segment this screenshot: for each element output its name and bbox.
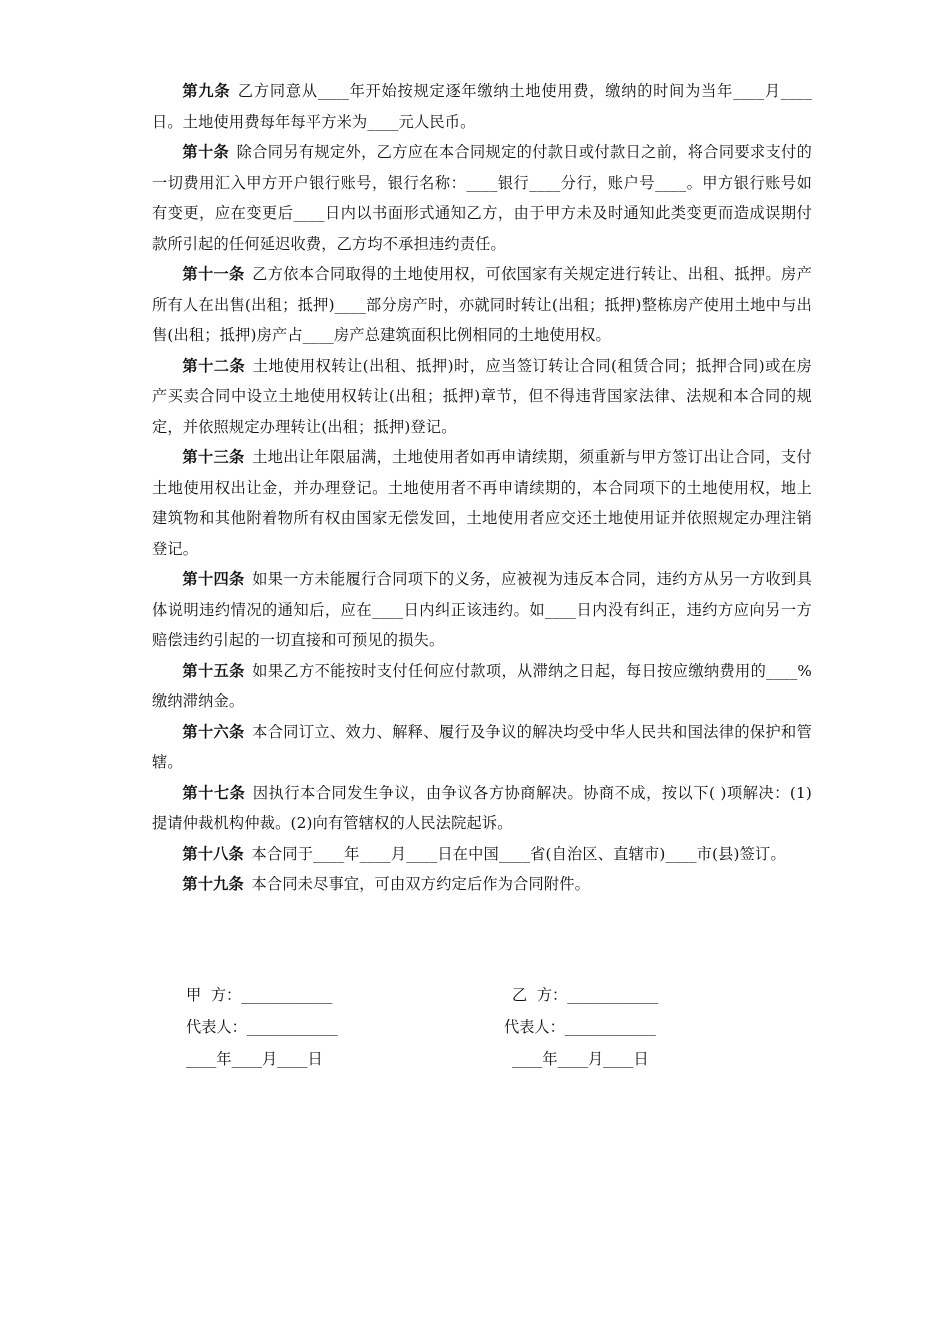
- article-12: [152, 351, 812, 443]
- article-text: 如果乙方不能按时支付任何应付款项，从滞纳之日起，每日按应缴纳费用的____%缴纳滞纳金。: [152, 661, 812, 710]
- article-text: 因执行本合同发生争议，由争议各方协商解决。协商不成，按以下( )项解决：(1)提请仲裁机构仲裁。(2)向有管辖权的人民法院起诉。: [152, 783, 812, 832]
- article-17: [152, 778, 812, 839]
- contract-body: [152, 76, 812, 900]
- article-number: 第十五条: [182, 661, 245, 680]
- article-16: [152, 717, 812, 778]
- article-18: [152, 839, 812, 870]
- article-text: 土地出让年限届满，土地使用者如再申请续期，须重新与甲方签订出让合同，支付土地使用权出让金，并办理登记。土地使用者不再申请续期的，本合同项下的土地使用权，地上建筑物和其他附着物所有权由国家无偿发回，土地使用者应交还土地使用证并依照规定办理注销登记。: [152, 448, 812, 558]
- party-b-signature-line: 乙 方：____________: [512, 986, 659, 1004]
- article-text: 本合同订立、效力、解释、履行及争议的解决均受中华人民共和国法律的保护和管辖。: [152, 722, 812, 771]
- article-text: 本合同于____年____月____日在中国____省(自治区、直辖市)____市(县)签订。: [251, 844, 786, 863]
- article-number: 第十一条: [182, 265, 245, 283]
- article-number: 第十二条: [182, 356, 246, 375]
- article-19: [152, 869, 812, 900]
- party-a-representative-line: 代表人：____________: [186, 1018, 338, 1036]
- article-text: 如果一方未能履行合同项下的义务，应被视为违反本合同，违约方从另一方收到具体说明违约情况的通知后，应在____日内纠正该违约。如____日内没有纠正，违约方应向另一方赔偿违约引起的一切直接和可预见的损失。: [152, 570, 812, 649]
- article-number: 第十四条: [182, 570, 245, 588]
- article-13: [152, 442, 812, 564]
- article-text: 乙方依本合同取得的土地使用权，可依国家有关规定进行转让、出租、抵押。房产所有人在出售(出租；抵押)____部分房产时，亦就同时转让(出租；抵押)整栋房产使用土地中与出售(出租；抵押)房产占____房产总建筑面积比例相同的土地使用权。: [152, 265, 812, 344]
- article-text: 乙方同意从____年开始按规定逐年缴纳土地使用费，缴纳的时间为当年____月____日。土地使用费每年每平方米为____元人民币。: [152, 82, 812, 131]
- article-number: 第十七条: [182, 783, 246, 802]
- party-b-date-line: ____年____月____日: [512, 1050, 649, 1068]
- article-15: [152, 656, 812, 717]
- party-b-representative-line: 代表人：____________: [504, 1018, 656, 1036]
- article-10: [152, 137, 812, 259]
- article-11: [152, 259, 812, 351]
- article-9: [152, 76, 812, 137]
- article-text: 本合同未尽事宜，可由双方约定后作为合同附件。: [251, 875, 591, 893]
- article-14: [152, 564, 812, 656]
- party-a-date-line: ____年____月____日: [186, 1050, 323, 1068]
- article-number: 第十九条: [182, 875, 244, 893]
- article-number: 第十八条: [182, 844, 244, 863]
- article-text: 除合同另有规定外，乙方应在本合同规定的付款日或付款日之前，将合同要求支付的一切费用汇入甲方开户银行账号，银行名称：____银行____分行，账户号____。甲方银行账号如有变更，应在变更后____日内以书面形式通知乙方，由于甲方未及时通知此类变更而造成误期付款所引起的任何延迟收费，乙方均不承担违约责任。: [152, 143, 812, 253]
- article-number: 第十三条: [182, 448, 245, 466]
- party-a-signature-line: 甲 方：____________: [186, 986, 333, 1004]
- article-number: 第九条: [182, 82, 231, 100]
- article-text: 土地使用权转让(出租、抵押)时，应当签订转让合同(租赁合同；抵押合同)或在房产买卖合同中设立土地使用权转让(出租；抵押)章节，但不得违背国家法律、法规和本合同的规定，并依照规定办理转让(出租；抵押)登记。: [152, 356, 812, 436]
- article-number: 第十条: [182, 143, 230, 161]
- article-number: 第十六条: [182, 722, 245, 741]
